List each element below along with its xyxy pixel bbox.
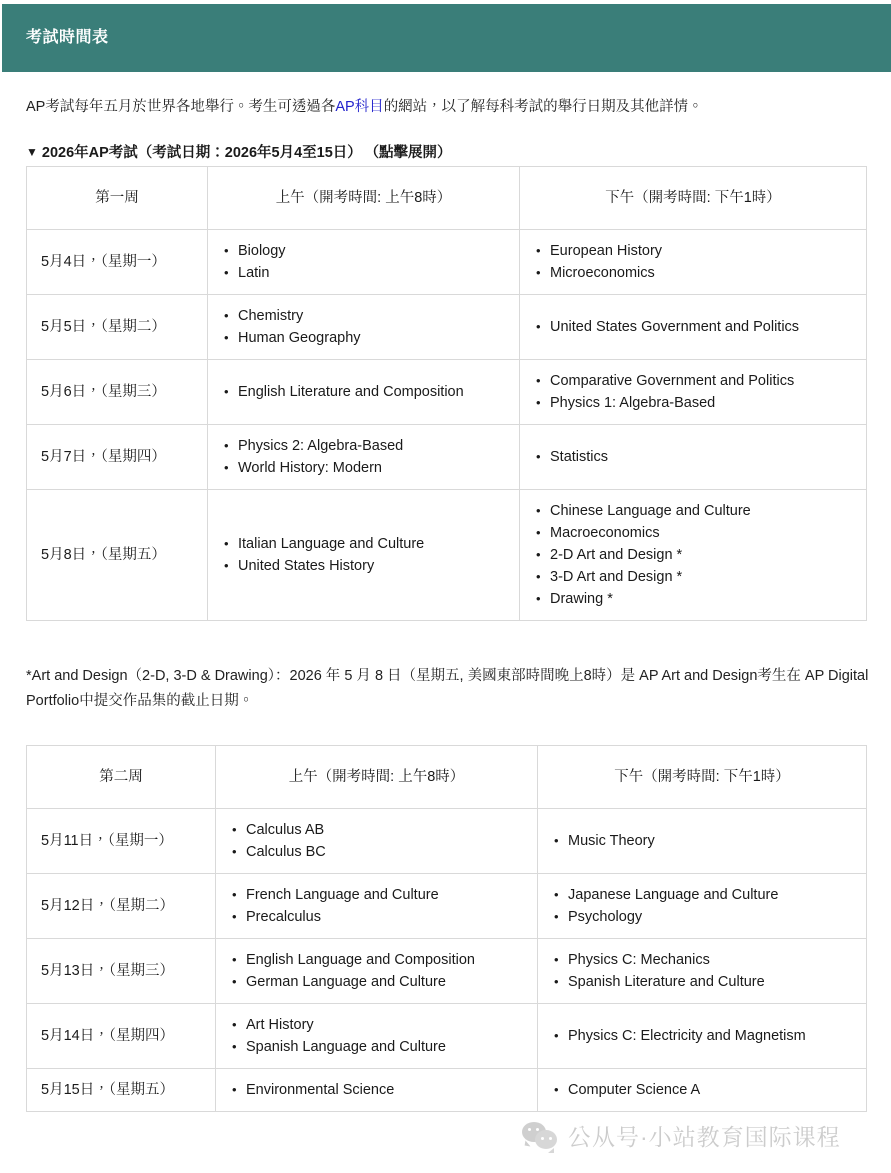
subject-item: • United States History <box>236 555 511 577</box>
ap-subjects-link[interactable]: AP科目 <box>335 98 384 115</box>
week1-table-body <box>27 230 867 621</box>
subject-item: • World History: Modern <box>236 457 511 479</box>
exam-schedule-week1-table <box>26 166 867 621</box>
page-title: 考試時間表 <box>26 29 109 46</box>
exam-date-cell: 5月6日，（星期三） <box>27 360 208 425</box>
table-row <box>27 490 867 621</box>
morning-subjects-cell <box>216 874 538 939</box>
subject-item: • Computer Science A <box>566 1079 858 1101</box>
subject-list <box>548 949 858 993</box>
subject-item: • Japanese Language and Culture <box>566 884 858 906</box>
exam-date-cell: 5月12日，（星期二） <box>27 874 216 939</box>
subject-list <box>226 819 529 863</box>
column-header-morning: 上午（開考時間: 上午8時） <box>216 746 538 809</box>
exam-schedule-disclosure-toggle[interactable] <box>26 143 452 163</box>
table-row <box>27 230 867 295</box>
subject-item: • Physics C: Mechanics <box>566 949 858 971</box>
page-header-band <box>2 4 891 72</box>
subject-list <box>548 884 858 928</box>
disclosure-title: 2026年AP考試（考試日期：2026年5月4至15日） <box>41 145 362 161</box>
subject-item: • Italian Language and Culture <box>236 533 511 555</box>
subject-list <box>530 370 858 414</box>
subject-item: • French Language and Culture <box>244 884 529 906</box>
subject-item: • Drawing * <box>548 588 858 610</box>
intro-text-after-link: 的網站，以了解每科考試的舉行日期及其他詳情。 <box>383 98 703 115</box>
morning-subjects-cell <box>208 295 520 360</box>
morning-subjects-cell <box>216 1069 538 1112</box>
subject-item: • Spanish Literature and Culture <box>566 971 858 993</box>
afternoon-subjects-cell <box>520 360 867 425</box>
subject-list <box>530 316 858 338</box>
table-row <box>27 425 867 490</box>
exam-date-cell: 5月5日，（星期二） <box>27 295 208 360</box>
subject-item: • 2-D Art and Design * <box>548 544 858 566</box>
table-row <box>27 939 867 1004</box>
subject-item: • Chemistry <box>236 305 511 327</box>
table-row <box>27 295 867 360</box>
subject-item: • Physics 1: Algebra-Based <box>548 392 858 414</box>
afternoon-subjects-cell <box>520 230 867 295</box>
morning-subjects-cell <box>216 809 538 874</box>
subject-list <box>226 1079 529 1101</box>
subject-list <box>530 240 858 284</box>
subject-item: • Music Theory <box>566 830 858 852</box>
table-header-row <box>27 746 867 809</box>
subject-item: • Human Geography <box>236 327 511 349</box>
subject-item: • Macroeconomics <box>548 522 858 544</box>
subject-item: • United States Government and Politics <box>548 316 858 338</box>
afternoon-subjects-cell <box>538 1069 867 1112</box>
art-and-design-footnote: *Art and Design（2-D, 3-D & Drawing）：2026 年 5 月 8 日（星期五, 美國東部時間晚上8時）是 AP Art and Design考生在 AP Digital Portfolio中提交作品集的截止日期。 <box>26 667 869 709</box>
afternoon-subjects-cell <box>520 295 867 360</box>
subject-list <box>218 381 511 403</box>
subject-item: • Precalculus <box>244 906 529 928</box>
subject-item: • Environmental Science <box>244 1079 529 1101</box>
table-row <box>27 1004 867 1069</box>
exam-date-cell: 5月7日，（星期四） <box>27 425 208 490</box>
wechat-watermark <box>522 1121 841 1153</box>
subject-item: • 3-D Art and Design * <box>548 566 858 588</box>
triangle-down-icon: ▼ <box>26 145 38 159</box>
subject-list <box>226 949 529 993</box>
subject-item: • Statistics <box>548 446 858 468</box>
subject-item: • Latin <box>236 262 511 284</box>
subject-item: • Calculus BC <box>244 841 529 863</box>
afternoon-subjects-cell <box>538 1004 867 1069</box>
subject-item: • Spanish Language and Culture <box>244 1036 529 1058</box>
subject-list <box>218 240 511 284</box>
subject-item: • English Literature and Composition <box>236 381 511 403</box>
column-header-week: 第一周 <box>27 167 208 230</box>
subject-list <box>218 435 511 479</box>
morning-subjects-cell <box>208 490 520 621</box>
subject-list <box>530 446 858 468</box>
column-header-morning: 上午（開考時間: 上午8時） <box>208 167 520 230</box>
morning-subjects-cell <box>216 939 538 1004</box>
table-row <box>27 874 867 939</box>
subject-item: • Biology <box>236 240 511 262</box>
subject-list <box>226 1014 529 1058</box>
exam-date-cell: 5月4日，（星期一） <box>27 230 208 295</box>
morning-subjects-cell <box>208 230 520 295</box>
disclosure-hint: （點擊展開） <box>371 145 452 161</box>
subject-item: • Physics C: Electricity and Magnetism <box>566 1025 858 1047</box>
subject-list <box>218 305 511 349</box>
morning-subjects-cell <box>216 1004 538 1069</box>
column-header-afternoon: 下午（開考時間: 下午1時） <box>538 746 867 809</box>
morning-subjects-cell <box>208 425 520 490</box>
afternoon-subjects-cell <box>538 809 867 874</box>
table-header-row <box>27 167 867 230</box>
subject-list <box>218 533 511 577</box>
table-row <box>27 1069 867 1112</box>
afternoon-subjects-cell <box>520 490 867 621</box>
subject-item: • Psychology <box>566 906 858 928</box>
afternoon-subjects-cell <box>538 939 867 1004</box>
intro-text-before-link: AP考試每年五月於世界各地舉行。考生可透過各 <box>26 98 336 115</box>
subject-item: • European History <box>548 240 858 262</box>
week2-table-body <box>27 809 867 1112</box>
exam-date-cell: 5月15日，（星期五） <box>27 1069 216 1112</box>
subject-item: • English Language and Composition <box>244 949 529 971</box>
afternoon-subjects-cell <box>538 874 867 939</box>
exam-schedule-week2-table <box>26 745 867 1112</box>
intro-paragraph <box>26 96 866 118</box>
wechat-icon <box>522 1121 560 1153</box>
subject-item: • Comparative Government and Politics <box>548 370 858 392</box>
subject-list <box>548 1025 858 1047</box>
subject-item: • Art History <box>244 1014 529 1036</box>
subject-item: • Calculus AB <box>244 819 529 841</box>
subject-item: • German Language and Culture <box>244 971 529 993</box>
subject-item: • Physics 2: Algebra-Based <box>236 435 511 457</box>
subject-list <box>226 884 529 928</box>
table-row <box>27 360 867 425</box>
exam-date-cell: 5月14日，（星期四） <box>27 1004 216 1069</box>
subject-item: • Chinese Language and Culture <box>548 500 858 522</box>
exam-date-cell: 5月13日，（星期三） <box>27 939 216 1004</box>
morning-subjects-cell <box>208 360 520 425</box>
exam-date-cell: 5月11日，（星期一） <box>27 809 216 874</box>
table-row <box>27 809 867 874</box>
exam-date-cell: 5月8日，（星期五） <box>27 490 208 621</box>
subject-list <box>530 500 858 610</box>
column-header-afternoon: 下午（開考時間: 下午1時） <box>520 167 867 230</box>
watermark-text: 公从号·小站教育国际课程 <box>568 1124 841 1150</box>
subject-list <box>548 830 858 852</box>
column-header-week: 第二周 <box>27 746 216 809</box>
afternoon-subjects-cell <box>520 425 867 490</box>
subject-list <box>548 1079 858 1101</box>
subject-item: • Microeconomics <box>548 262 858 284</box>
